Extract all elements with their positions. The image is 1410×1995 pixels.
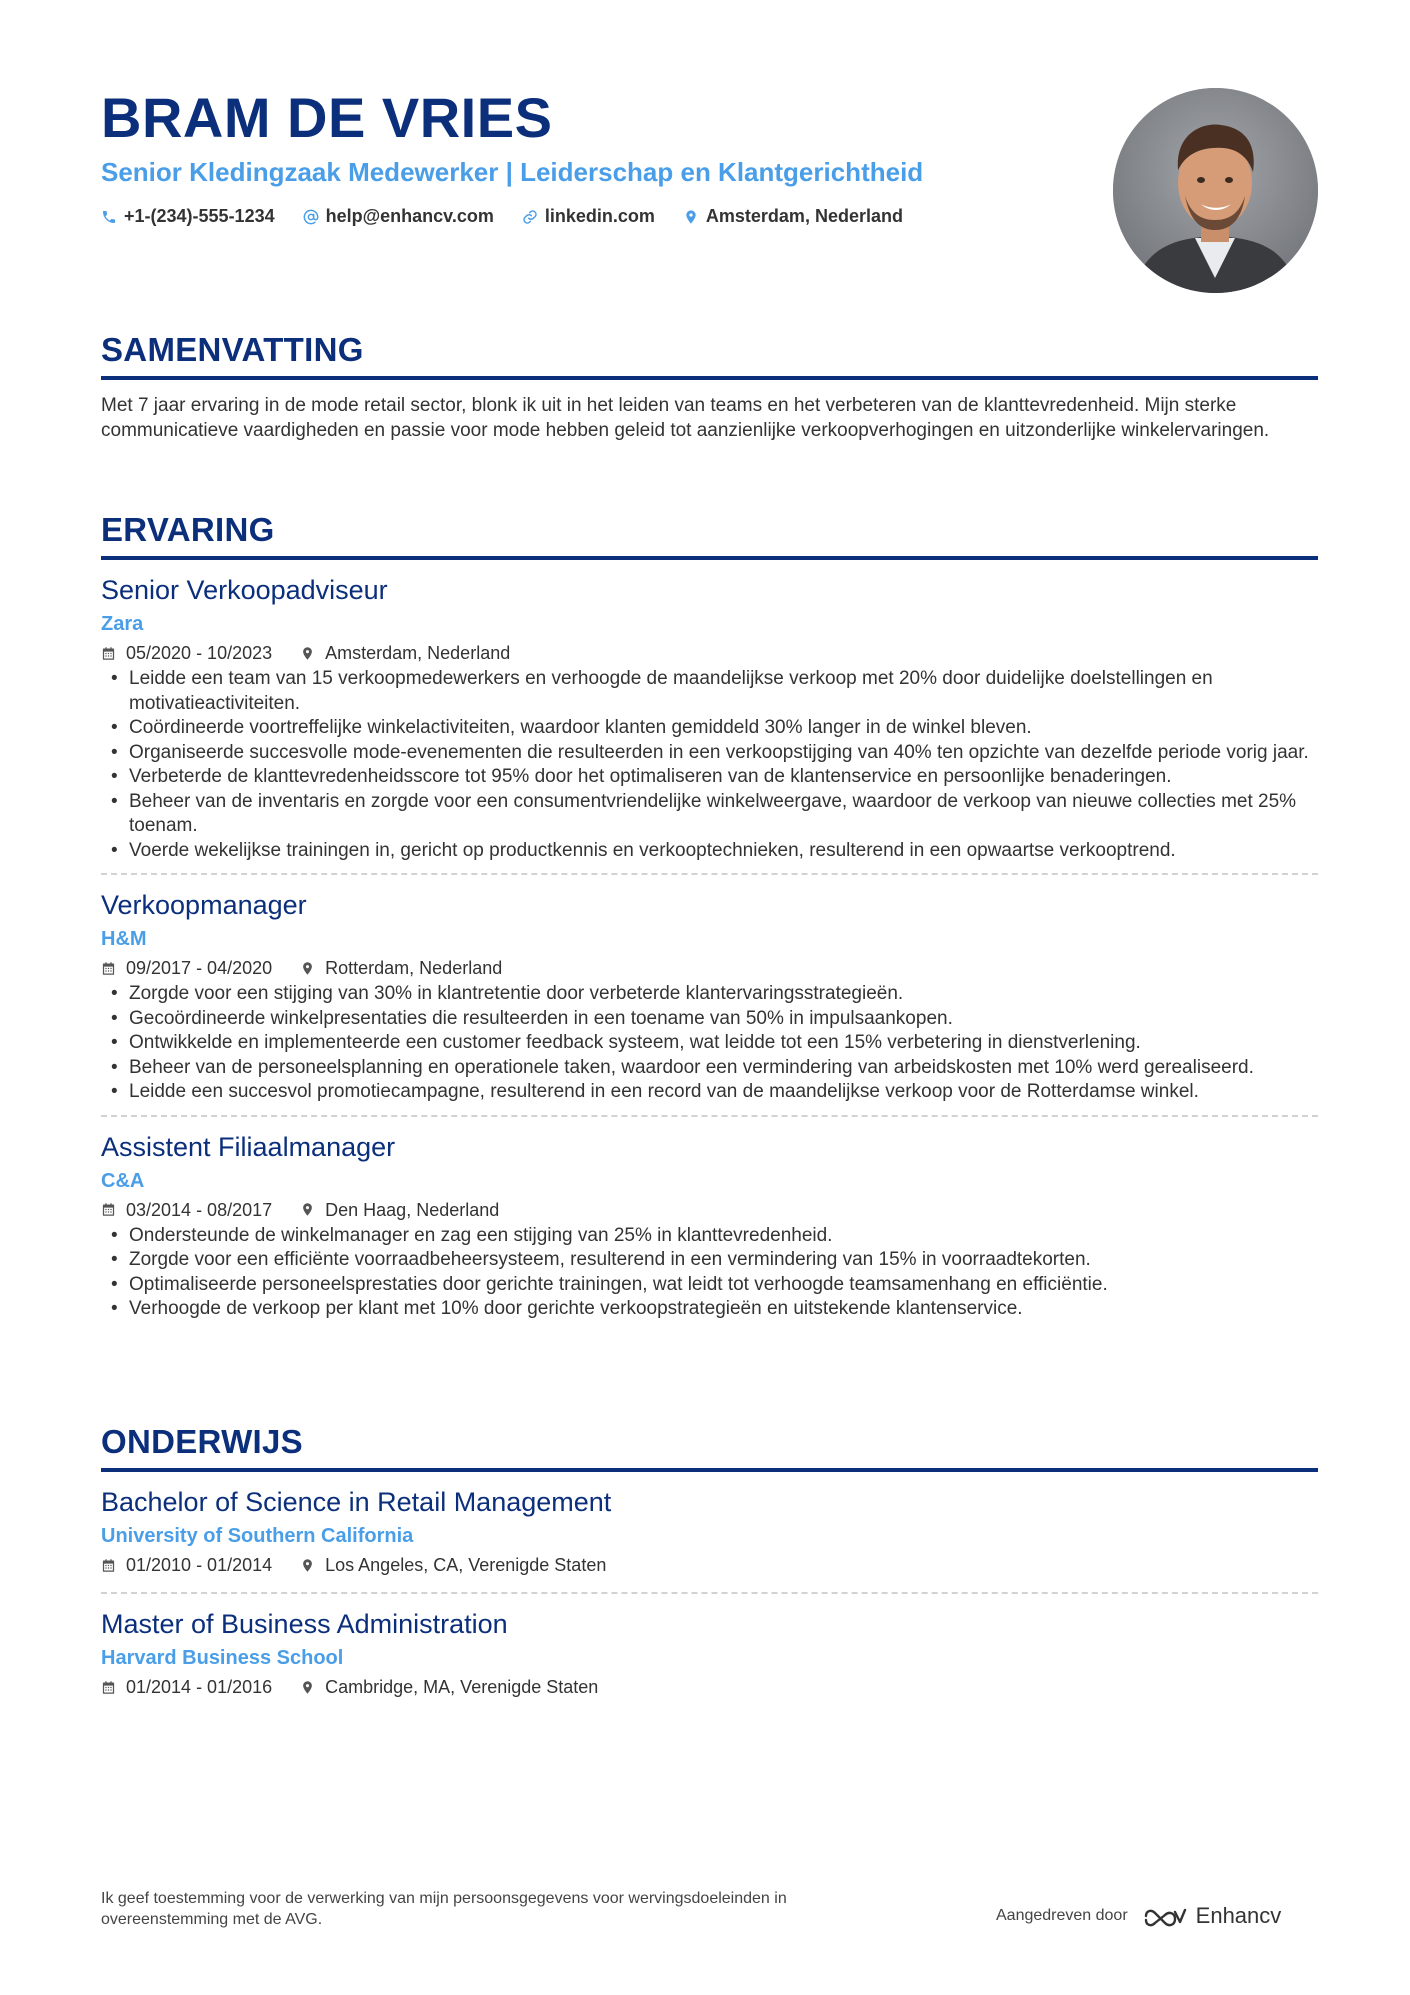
link-icon	[522, 209, 538, 225]
candidate-name: BRAM DE VRIES	[101, 86, 553, 149]
map-pin-icon	[300, 1558, 315, 1573]
job-meta	[101, 640, 1318, 666]
education-location	[300, 1552, 606, 1578]
gdpr-consent: Ik geef toestemming voor de verwerking van mijn persoonsgegevens voor wervingsdoeleinden in overeenstemming met de AVG.	[101, 1890, 787, 1928]
job-title: Assistent Filiaalmanager	[101, 1131, 396, 1162]
education-dates	[101, 1552, 272, 1578]
contact-email[interactable]	[303, 206, 494, 227]
job-dates	[101, 1197, 272, 1223]
bullet-item: • Beheer van de personeelsplanning en operationele taken, waardoor een vermindering van arbeidskosten met 10% werd gerealiseerd.	[101, 1056, 1318, 1081]
company-name: H&M	[101, 928, 147, 950]
powered-by-label: Aangedreven door	[996, 1907, 1128, 1924]
experience-entry	[101, 887, 1318, 1105]
linkedin-text: linkedin.com	[544, 206, 655, 226]
job-bullets	[101, 1224, 1318, 1322]
location-text: Los Angeles, CA, Verenigde Staten	[325, 1555, 607, 1575]
school-name: Harvard Business School	[101, 1647, 344, 1669]
location-text: Amsterdam, Nederland	[705, 206, 903, 226]
dates-text: 03/2014 - 08/2017	[126, 1199, 273, 1220]
bullet-item: • Optimaliseerde personeelsprestaties door gerichte trainingen, wat leidt tot verhoogde teamsamenhang en efficiëntie.	[101, 1273, 1318, 1298]
map-pin-icon	[300, 1680, 315, 1695]
education-section	[101, 1420, 1318, 1700]
dates-text: 01/2010 - 01/2014	[126, 1555, 273, 1575]
company-name: C&A	[101, 1169, 145, 1192]
calendar-icon	[101, 961, 116, 976]
bullet-item: • Leidde een succesvol promotiecampagne, resulterend in een record van de maandelijkse verkoop voor de Rotterdamse winkel.	[101, 1080, 1318, 1105]
bullet-item: • Leidde een team van 15 verkoopmedewerkers en verhoogde de maandelijkse verkoop met 20% door duidelijke doelstellingen en motivatieactiviteiten.	[101, 667, 1318, 716]
job-location	[300, 640, 510, 666]
summary-section	[101, 328, 1318, 443]
at-sign-icon	[303, 209, 319, 225]
school-name: University of Southern California	[101, 1525, 414, 1547]
job-title: Senior Verkoopadviseur	[101, 575, 388, 605]
bullet-item: • Coördineerde voortreffelijke winkelactiviteiten, waardoor klanten gemiddeld 30% langer in de winkel bleven.	[101, 716, 1318, 741]
dates-text: 09/2017 - 04/2020	[126, 958, 273, 978]
experience-title: ERVARING	[101, 511, 275, 548]
calendar-icon	[101, 646, 116, 661]
bullet-item: • Beheer van de inventaris en zorgde voor een consumentvriendelijke winkelweergave, waardoor de verkoop van nieuwe collecties met 25% toenam.	[101, 790, 1318, 839]
bullet-item: • Gecoördineerde winkelpresentaties die resulteerden in een toename van 50% in impulsaankopen.	[101, 1007, 1318, 1032]
job-location	[300, 1197, 499, 1223]
map-pin-icon	[300, 646, 315, 661]
experience-section	[101, 508, 1318, 1322]
section-divider	[101, 556, 1318, 560]
calendar-icon	[101, 1558, 116, 1573]
phone-text: +1-(234)-555-1234	[124, 206, 275, 226]
experience-entry	[101, 1129, 1318, 1322]
job-bullets	[101, 667, 1318, 863]
location-text: Cambridge, MA, Verenigde Staten	[325, 1677, 599, 1697]
job-title: Verkoopmanager	[101, 890, 307, 920]
summary-text: Met 7 jaar ervaring in de mode retail sector, blonk ik uit in het leiden van teams en het verbeteren van de klanttevredenheid. Mijn sterke communicatieve vaardigheden en passie voor mode hebben geleid tot aanzienlijke verkoopverhogingen en uitzonderlijke winkelervaringen.	[101, 395, 1270, 441]
bullet-item: • Ondersteunde de winkelmanager en zag een stijging van 25% in klanttevredenheid.	[101, 1224, 1318, 1249]
job-bullets	[101, 982, 1318, 1105]
contact-location	[683, 206, 903, 227]
location-text: Rotterdam, Nederland	[325, 958, 503, 978]
contact-linkedin[interactable]	[522, 206, 655, 227]
bullet-item: • Zorgde voor een stijging van 30% in klantretentie door verbeterde klantervaringsstrategieën.	[101, 982, 1318, 1007]
entry-divider	[101, 873, 1318, 875]
enhancv-brand[interactable]	[1142, 1903, 1282, 1929]
phone-icon	[101, 209, 117, 225]
company-name: Zara	[101, 613, 144, 635]
section-divider	[101, 376, 1318, 380]
entry-divider	[101, 1592, 1318, 1594]
location-text: Den Haag, Nederland	[325, 1199, 500, 1220]
powered-by	[996, 1903, 1281, 1929]
bullet-item: • Verbeterde de klanttevredenheidsscore tot 95% door het optimaliseren van de klantenservice en persoonlijke benaderingen.	[101, 765, 1318, 790]
education-location	[300, 1674, 598, 1700]
enhancv-logo-icon	[1142, 1904, 1188, 1928]
resume-header	[101, 82, 1101, 227]
job-dates	[101, 955, 272, 981]
calendar-icon	[101, 1680, 116, 1695]
education-entry	[101, 1484, 1318, 1578]
bullet-item: • Organiseerde succesvolle mode-evenementen die resulteerden in een verkoopstijging van 40% ten opzichte van dezelfde periode vorig jaar.	[101, 741, 1318, 766]
brand-name: Enhancv	[1195, 1903, 1282, 1928]
job-meta	[101, 1197, 1318, 1223]
contact-phone[interactable]	[101, 206, 275, 227]
education-dates	[101, 1674, 272, 1700]
bullet-item: • Voerde wekelijkse trainingen in, gericht op productkennis en verkooptechnieken, resulterend in een opwaartse verkooptrend.	[101, 839, 1318, 864]
bullet-item: • Zorgde voor een efficiënte voorraadbeheersysteem, resulterend in een vermindering van 15% in voorraadtekorten.	[101, 1248, 1318, 1273]
bullet-item: • Verhoogde de verkoop per klant met 10% door gerichte verkoopstrategieën en uitstekende klantenservice.	[101, 1297, 1318, 1322]
education-meta	[101, 1552, 1318, 1578]
job-meta	[101, 955, 1318, 981]
education-meta	[101, 1674, 1318, 1700]
degree-title: Bachelor of Science in Retail Management	[101, 1487, 612, 1517]
experience-entry	[101, 572, 1318, 863]
map-pin-icon	[300, 1202, 315, 1217]
contact-bar	[101, 206, 1101, 227]
calendar-icon	[101, 1202, 116, 1217]
email-text: help@enhancv.com	[325, 206, 494, 226]
map-pin-icon	[683, 209, 699, 225]
candidate-headline: Senior Kledingzaak Medewerker | Leiderschap en Klantgerichtheid	[101, 157, 924, 187]
degree-title: Master of Business Administration	[101, 1609, 508, 1639]
map-pin-icon	[300, 961, 315, 976]
education-entry	[101, 1606, 1318, 1700]
job-dates	[101, 640, 272, 666]
bullet-item: • Ontwikkelde en implementeerde een customer feedback systeem, wat leidde tot een 15% verbetering in dienstverlening.	[101, 1031, 1318, 1056]
summary-title: SAMENVATTING	[101, 331, 364, 368]
location-text: Amsterdam, Nederland	[325, 643, 511, 663]
education-title: ONDERWIJS	[101, 1423, 303, 1460]
profile-photo	[1113, 88, 1318, 293]
section-divider	[101, 1468, 1318, 1472]
entry-divider	[101, 1115, 1318, 1117]
dates-text: 01/2014 - 01/2016	[126, 1677, 273, 1697]
dates-text: 05/2020 - 10/2023	[126, 643, 273, 663]
job-location	[300, 955, 502, 981]
